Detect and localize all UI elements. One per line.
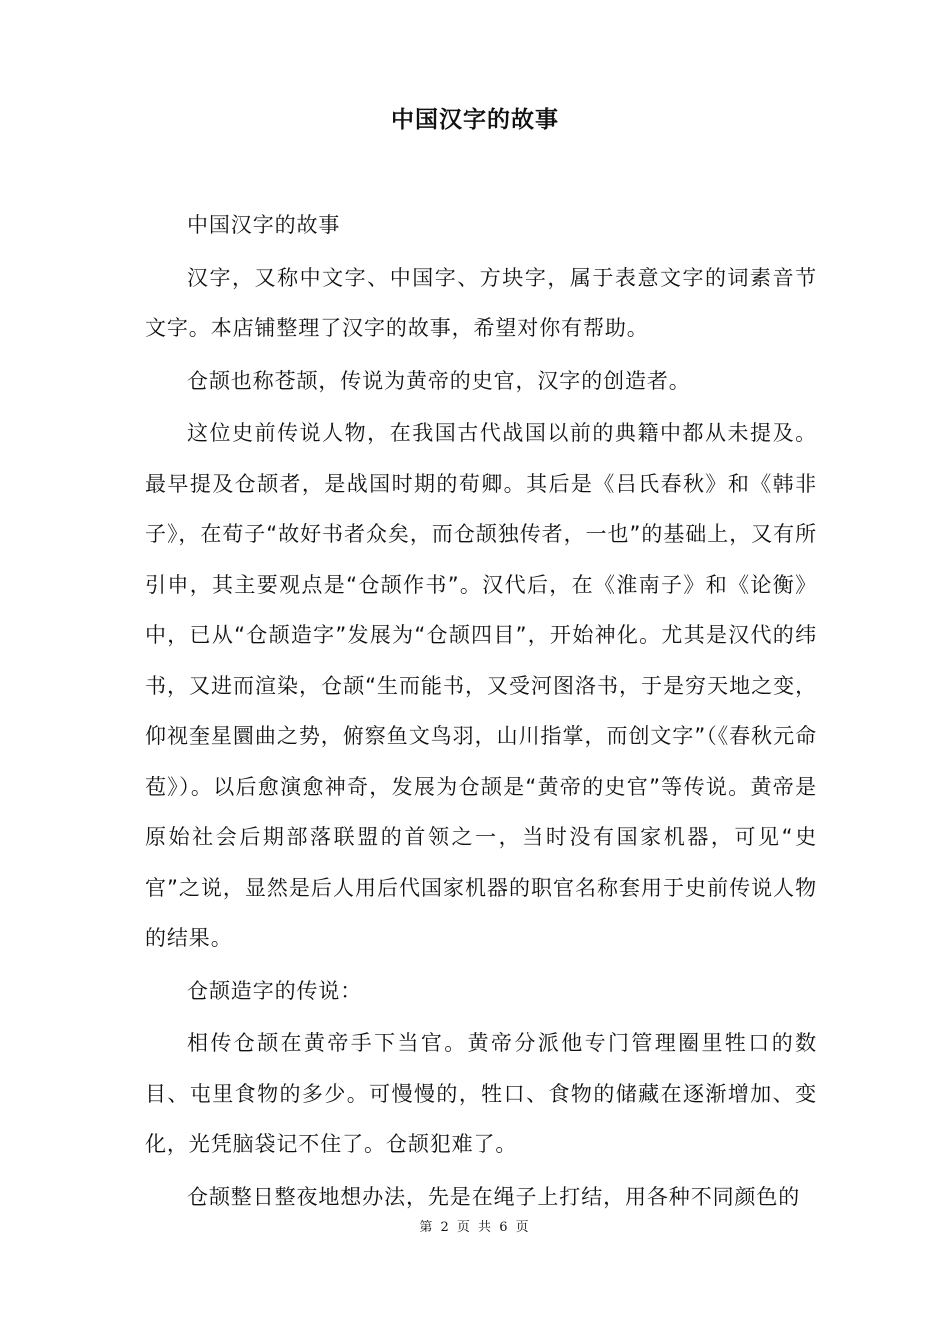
document-body	[145, 200, 817, 1224]
paragraph-history: 这位史前传说人物，在我国古代战国以前的典籍中都从未提及。最早提及仓颉者，是战国时期的荀卿。其后是《吕氏春秋》和《韩非子》，在荀子“故好书者众矣，而仓颉独传者，一也”的基础上，又有所引申，其主要观点是“仓颉作书”。汉代后，在《淮南子》和《论衡》中，已从“仓颉造字”发展为“仓颉四目”，开始神化。尤其是汉代的纬书，又进而渲染，仓颉“生而能书，又受河图洛书，于是穷天地之变，仰视奎星圜曲之势，俯察鱼文鸟羽，山川指掌，而创文字”（《春秋元命苞》）。以后愈演愈神奇，发展为仓颉是“黄帝的史官”等传说。黄帝是原始社会后期部落联盟的首领之一，当时没有国家机器，可见“史官”之说，显然是后人用后代国家机器的职官名称套用于史前传说人物的结果。	[145, 421, 817, 950]
paragraph-legend-heading: 仓颉造字的传说：	[187, 978, 363, 1003]
paragraph-heading: 中国汉字的故事	[187, 213, 341, 237]
paragraph-cangjie: 仓颉也称苍颉，传说为黄帝的史官，汉字的创造者。	[187, 368, 691, 393]
paragraph-intro: 汉字，又称中文字、中国字、方块字，属于表意文字的词素音节文字。本店铺整理了汉字的故事，希望对你有帮助。	[145, 265, 817, 340]
document-title: 中国汉字的故事	[391, 106, 559, 133]
page-number: 第 2 页 共 6 页	[419, 1220, 531, 1235]
paragraph-knots: 仓颉整日整夜地想办法，先是在绳子上打结，用各种不同颜色的	[187, 1184, 801, 1209]
paragraph-legend: 相传仓颉在黄帝手下当官。黄帝分派他专门管理圈里牲口的数目、屯里食物的多少。可慢慢的，牲口、食物的储藏在逐渐增加、变化，光凭脑袋记不住了。仓颉犯难了。	[145, 1031, 817, 1156]
